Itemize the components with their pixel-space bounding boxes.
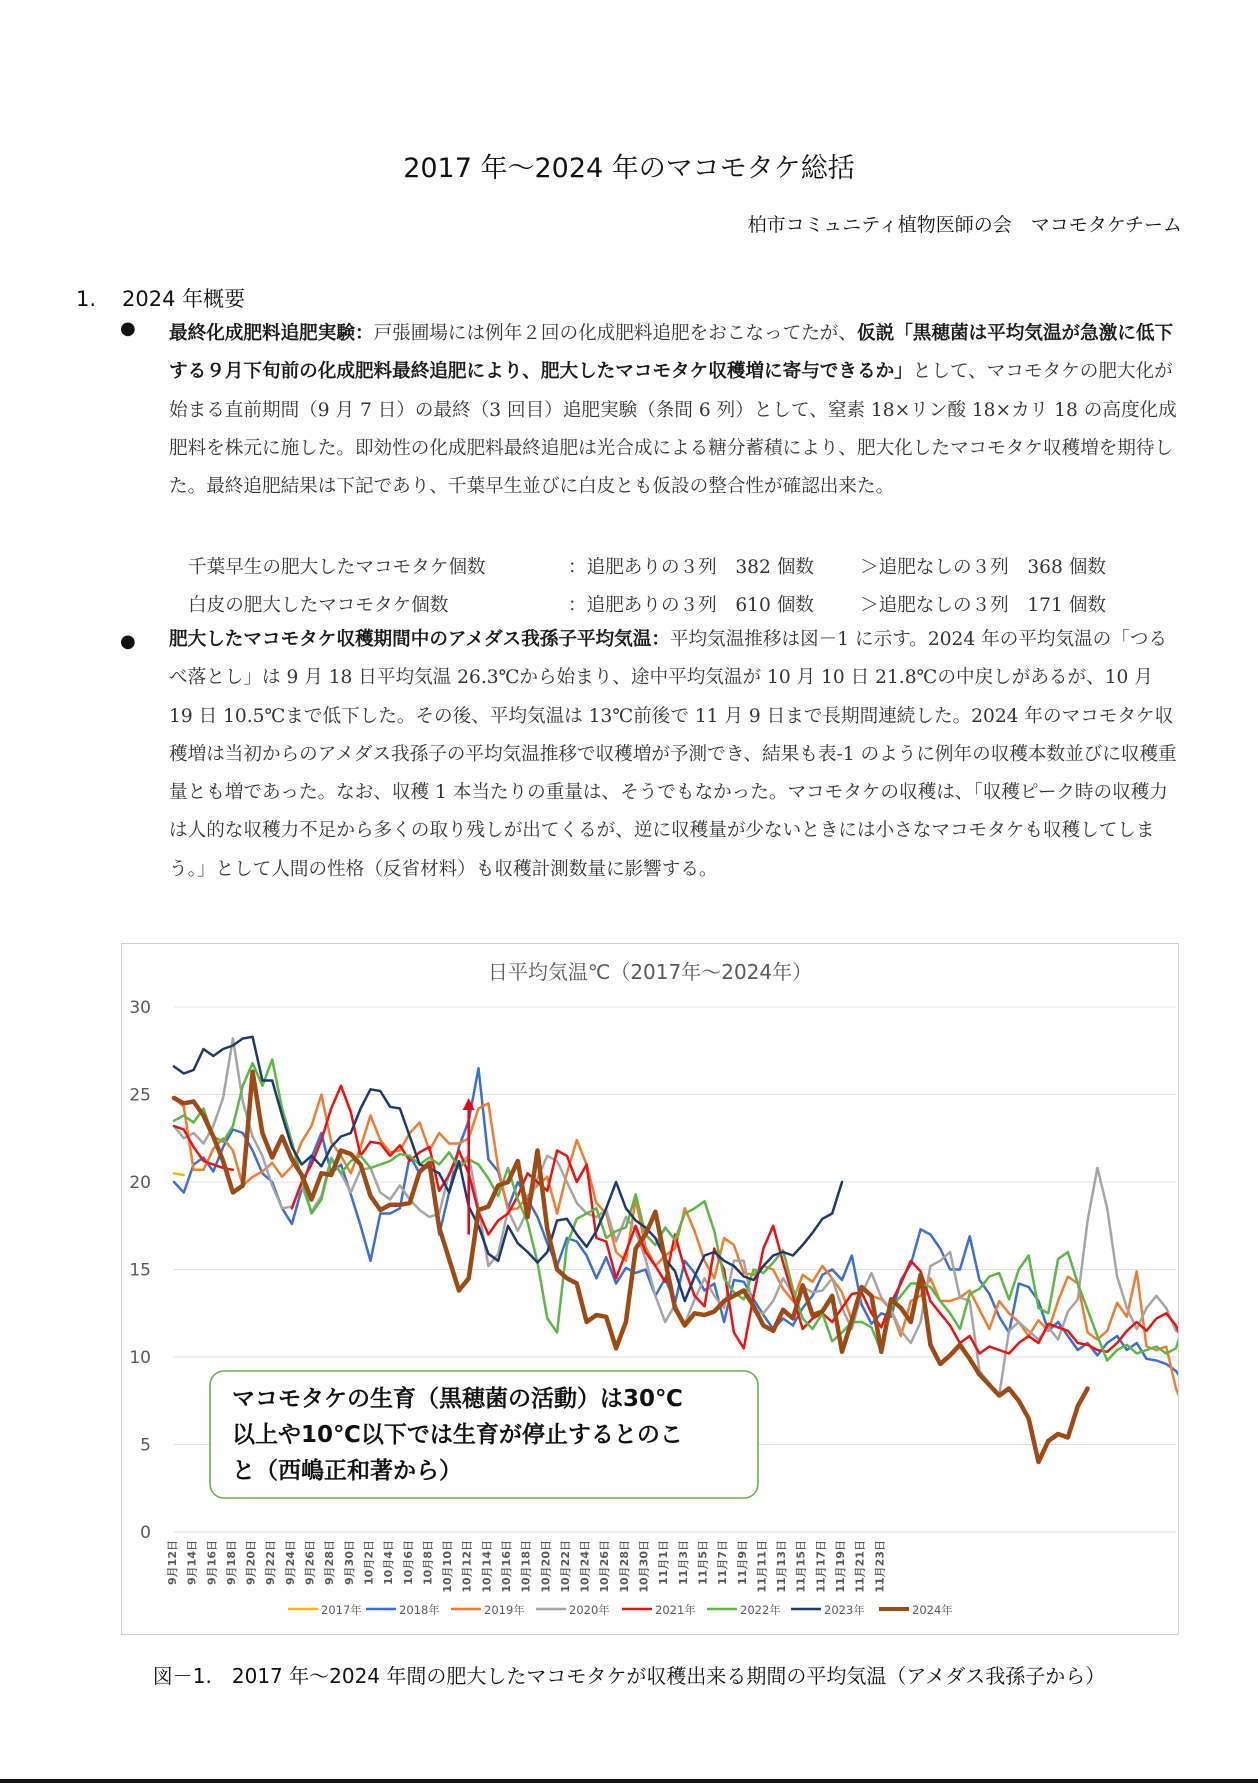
annotation-text-line: マコモタケの生育（黒穂菌の活動）は30℃ — [232, 1386, 683, 1412]
x-tick-label: 10月22日 — [558, 1540, 572, 1593]
legend-label: 2024年 — [912, 1603, 953, 1617]
x-tick-label: 10月28日 — [617, 1540, 631, 1593]
bullet2-paragraph — [169, 621, 1181, 889]
x-tick-label: 9月24日 — [283, 1540, 297, 1585]
y-tick-label: 15 — [129, 1260, 151, 1281]
legend-label: 2022年 — [740, 1603, 781, 1617]
x-tick-label: 10月14日 — [480, 1540, 494, 1593]
legend-label: 2021年 — [655, 1603, 696, 1617]
x-tick-label: 10月16日 — [500, 1540, 513, 1593]
section-title: 2024 年概要 — [122, 287, 246, 311]
author-line: 柏市コミュニティ植物医師の会 マコモタケチーム — [747, 214, 1182, 236]
bullet-marker: ● — [120, 631, 136, 652]
x-tick-label: 11月5日 — [696, 1540, 710, 1585]
x-tick-label: 10月24日 — [578, 1540, 592, 1593]
result-label: 白皮の肥大したマコモタケ個数 — [188, 595, 449, 616]
temperature-chart — [121, 943, 1179, 1635]
y-tick-label: 5 — [140, 1435, 151, 1456]
x-tick-label: 11月13日 — [775, 1540, 789, 1593]
x-tick-label: 9月20日 — [244, 1540, 258, 1585]
bullet1-text2: として、マコモタケの肥大化が始まる直前期間（9 月 7 日）の最終（3 回目）追肥実験（条間 6 列）として、窒素 18×リン酸 18×カリ 18 の高度化成肥料を株元に施した。即効性の化成肥料最終追肥は光合成による糖分蓄積により、肥大化したマコモタケ収穫増を期待した。最終追肥結果は下記であり、千葉早生並びに白皮とも仮設の整合性が確認出来た。 — [169, 361, 1177, 498]
legend-label: 2018年 — [399, 1603, 440, 1617]
series-line-2017年 — [174, 1173, 184, 1175]
x-tick-label: 11月1日 — [657, 1540, 671, 1585]
x-tick-label: 10月8日 — [421, 1540, 435, 1585]
temperature-chart-svg — [122, 944, 1178, 1634]
x-tick-label: 9月26日 — [303, 1540, 317, 1585]
bullet1-lead: 最終化成肥料追肥実験： — [169, 323, 374, 344]
x-tick-label: 10月10日 — [441, 1540, 455, 1593]
x-tick-label: 10月4日 — [382, 1540, 396, 1585]
x-tick-label: 10月30日 — [637, 1540, 651, 1593]
y-tick-label: 20 — [129, 1173, 151, 1193]
result-label: 千葉早生の肥大したマコモタケ個数 — [188, 557, 486, 578]
legend-label: 2019年 — [484, 1603, 525, 1617]
x-tick-label: 9月16日 — [205, 1540, 219, 1585]
figure-caption: 図－1. 2017 年～2024 年間の肥大したマコモタケが収穫出来る期間の平均気温（アメダス我孫子から） — [152, 1664, 1106, 1688]
legend-label: 2023年 — [824, 1603, 865, 1617]
x-tick-label: 10月20日 — [539, 1540, 553, 1593]
chart-title: 日平均気温℃（2017年～2024年） — [487, 960, 813, 984]
result-with: ：追肥ありの３列 382 個数 — [568, 557, 814, 578]
legend-label: 2017年 — [321, 1603, 362, 1617]
bullet1-hypothesis: 仮説「黒穂菌は平均気温が急激に低下する９月下旬前の化成肥料最終追肥により、肥大したマコモタケ収穫増に寄与できるか」 — [169, 323, 1174, 383]
x-tick-label: 11月19日 — [834, 1540, 847, 1593]
y-tick-label: 30 — [129, 998, 151, 1018]
series-line-2021年 — [292, 1086, 1178, 1354]
x-tick-label: 11月23日 — [873, 1540, 887, 1593]
x-tick-label: 10月18日 — [519, 1540, 533, 1593]
bullet-marker: ● — [120, 318, 136, 339]
bullet2-text: 平均気温推移は図－1 に示す。2024 年の平均気温の「つるべ落とし」は 9 月 18 日平均気温 26.3℃から始まり、途中平均気温が 10 月 10 日 21.8℃の中戻しがあるが、10 月 19 日 10.5℃まで低下した。その後、平均気温は 13℃前後で 11 月 9 日まで長期間連続した。2024 年のマコモタケ収穫増は当初からのアメダス我孫子の平均気温推移で収穫増が予測でき、結果も表-1 のように例年の収穫本数並びに収穫重量とも増であった。なお、収穫 1 本当たりの重量は、そうでもなかった。マコモタケの収穫は、「収穫ピーク時の収穫力は人的な収穫力不足から多くの取り残しが出てくるが、逆に収穫量が少ないときには小さなマコモタケも収穫してしまう。」として人間の性格（反省材料）も収穫計測数量に影響する。 — [169, 629, 1177, 880]
x-tick-label: 10月12日 — [460, 1540, 474, 1593]
legend-label: 2020年 — [569, 1603, 610, 1617]
result-without: ＞追肥なしの３列 171 個数 — [860, 595, 1106, 616]
x-tick-label: 9月18日 — [224, 1540, 238, 1585]
x-tick-label: 11月3日 — [676, 1540, 690, 1585]
annotation-text-line: 以上や10℃以下では生育が停止するとのこ — [232, 1422, 683, 1448]
y-tick-label: 0 — [140, 1523, 151, 1543]
series-line-2020年 — [174, 1039, 1178, 1396]
page-title: 2017 年～2024 年のマコモタケ総括 — [403, 153, 855, 184]
x-tick-label: 11月15日 — [794, 1540, 808, 1593]
y-tick-label: 25 — [129, 1085, 151, 1106]
y-tick-label: 10 — [129, 1348, 151, 1368]
x-tick-label: 9月12日 — [166, 1540, 179, 1585]
x-tick-label: 11月9日 — [735, 1540, 749, 1585]
x-tick-label: 9月28日 — [323, 1540, 337, 1585]
x-tick-label: 11月21日 — [853, 1540, 867, 1593]
x-tick-label: 11月7日 — [716, 1540, 730, 1585]
bullet1-text1: 戸張圃場には例年２回の化成肥料追肥をおこなってたが、 — [373, 323, 857, 344]
x-tick-label: 9月14日 — [185, 1540, 199, 1585]
x-tick-label: 11月17日 — [814, 1540, 828, 1593]
bullet2-lead: 肥大したマコモタケ収穫期間中のアメダス我孫子平均気温： — [169, 629, 670, 650]
footer-rule — [0, 1779, 1258, 1783]
section-number: 1. — [76, 287, 97, 311]
x-tick-label: 10月26日 — [598, 1540, 612, 1593]
x-tick-label: 9月30日 — [342, 1540, 356, 1585]
x-tick-label: 9月22日 — [264, 1540, 278, 1585]
section-heading — [76, 283, 245, 313]
bullet1-paragraph — [169, 315, 1181, 506]
result-without: ＞追肥なしの３列 368 個数 — [860, 557, 1106, 578]
x-tick-label: 10月2日 — [362, 1540, 376, 1585]
x-tick-label: 10月6日 — [401, 1540, 415, 1585]
annotation-text-line: と（西嶋正和著から） — [232, 1458, 462, 1484]
series-line-2018年 — [174, 1068, 1178, 1388]
result-with: ：追肥ありの３列 610 個数 — [568, 595, 814, 616]
x-tick-label: 11月11日 — [755, 1540, 769, 1593]
